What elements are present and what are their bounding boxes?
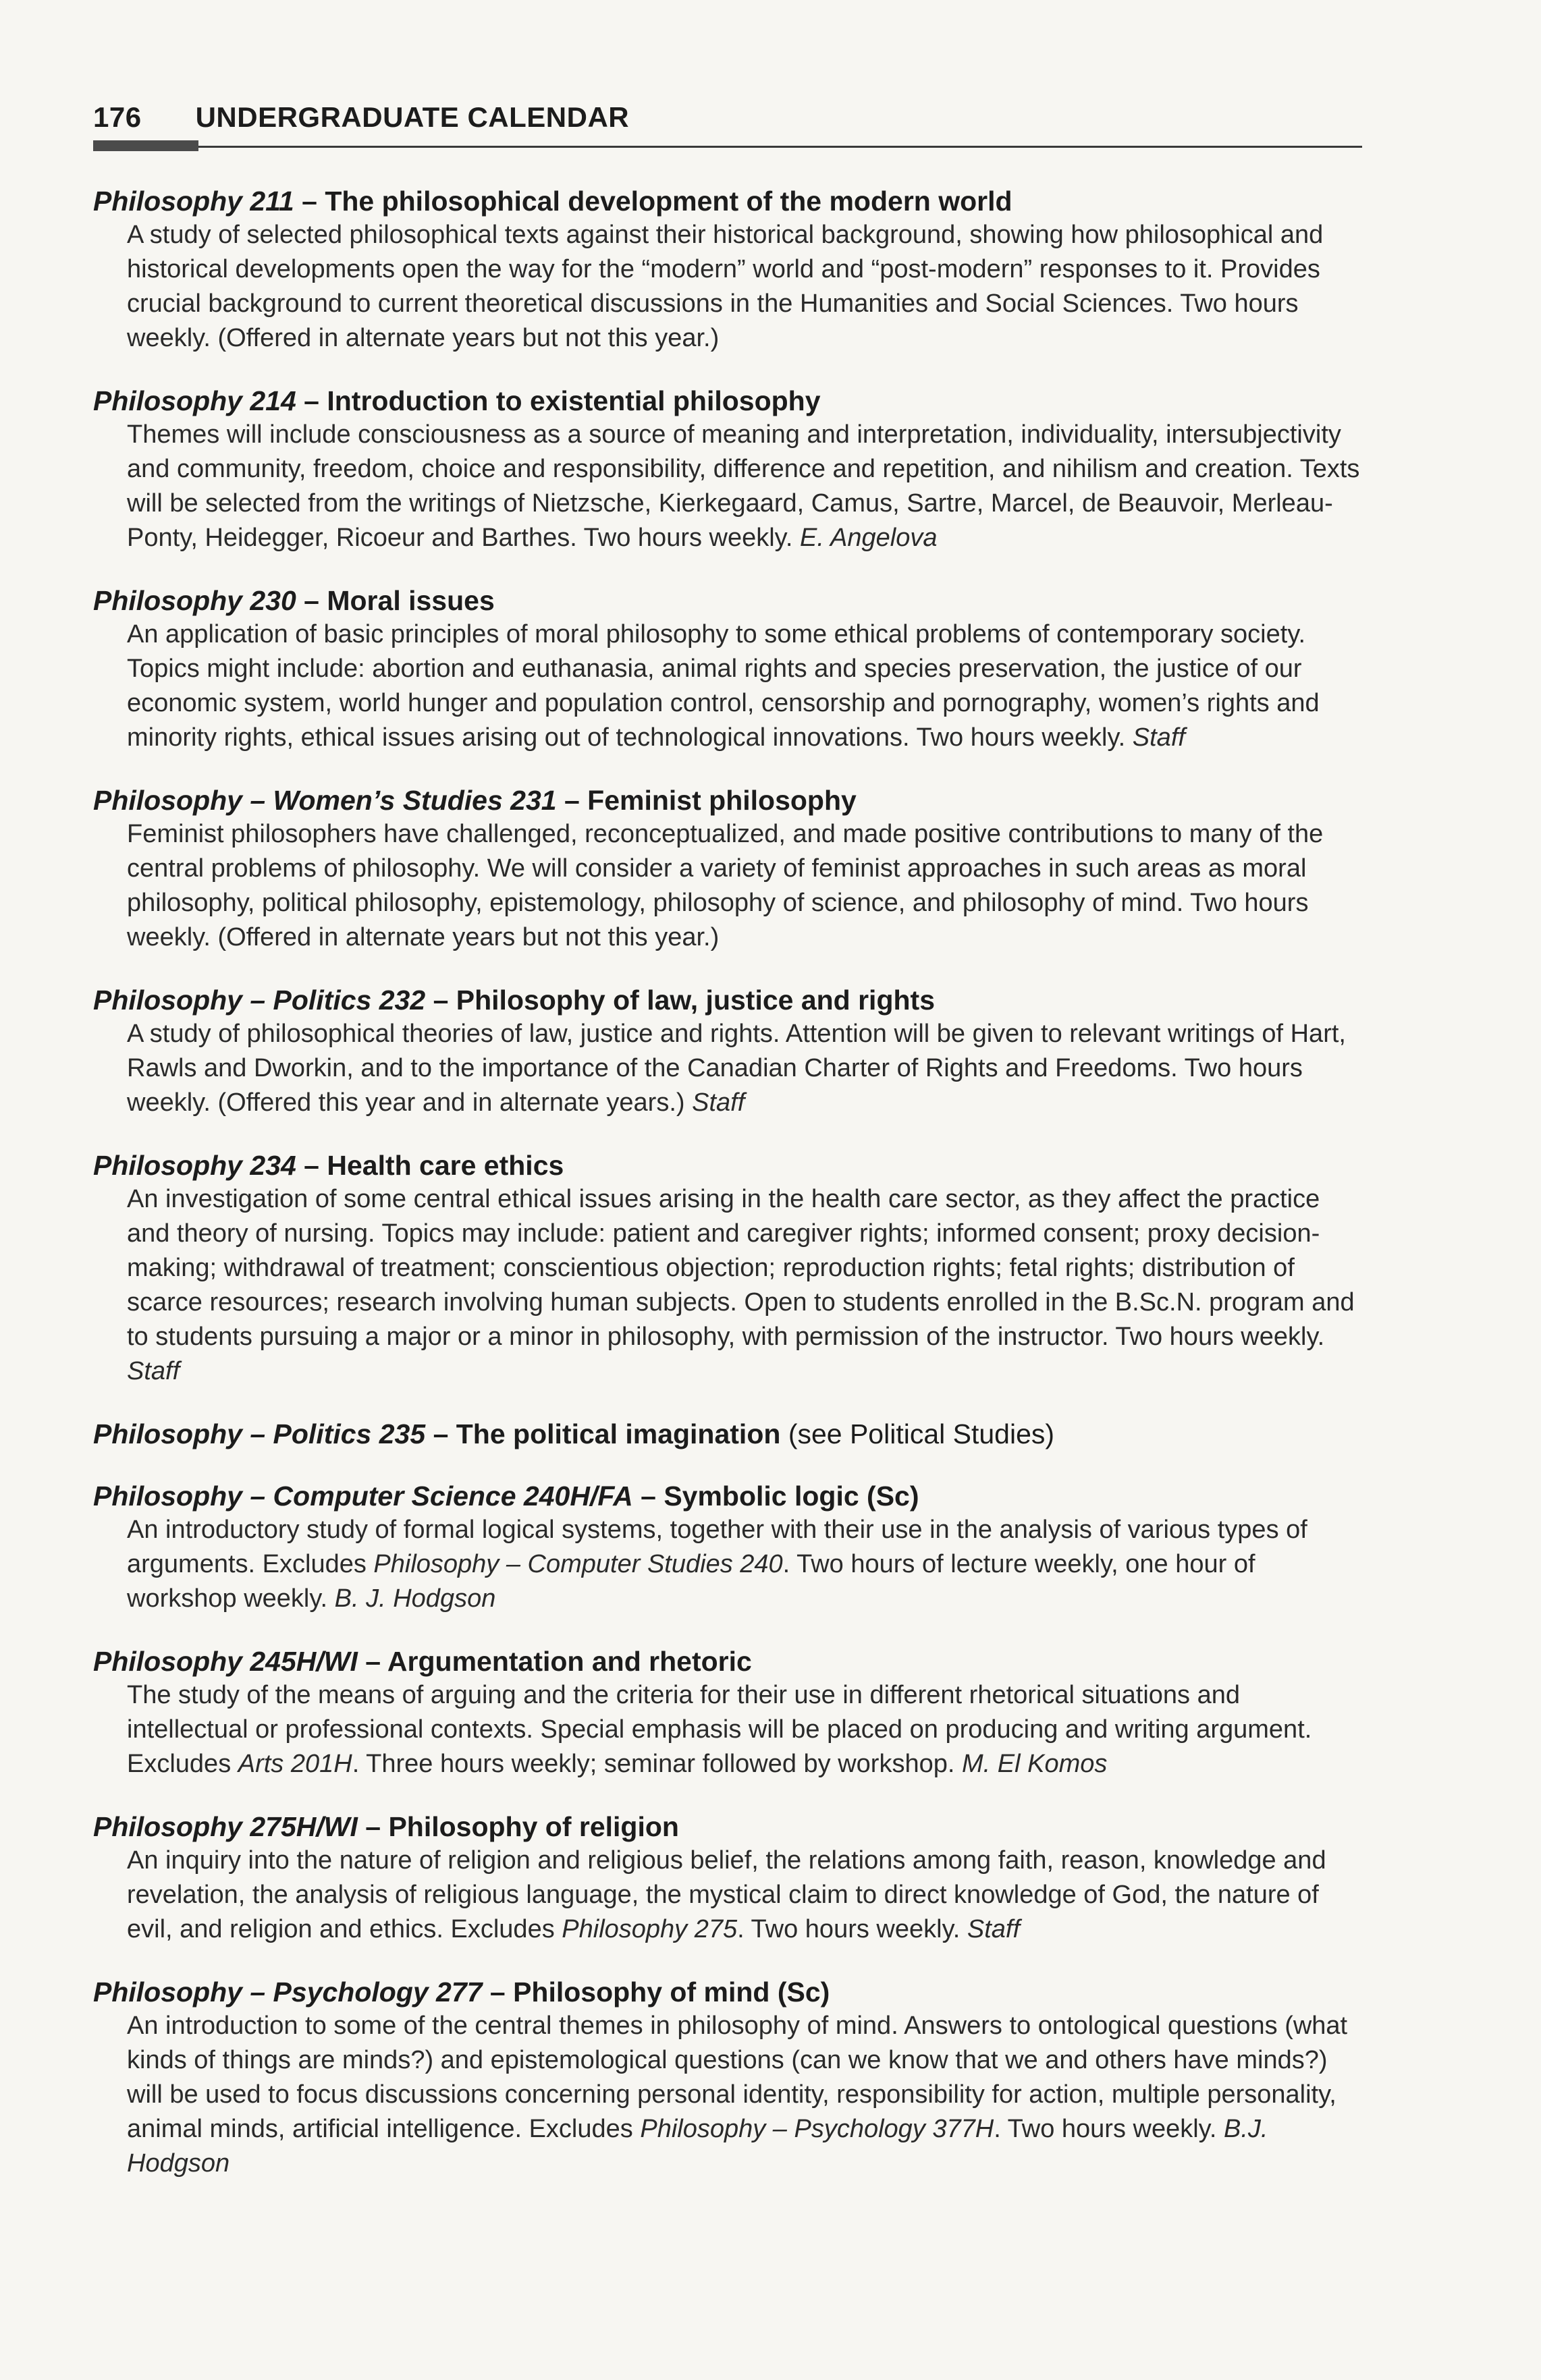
course-entry xyxy=(93,184,1362,356)
description-text: . Two hours weekly. xyxy=(994,2115,1217,2143)
description-text: An introductory study of formal logical systems, together with their use in the analysis of various types of arguments. Excludes xyxy=(127,1516,1307,1578)
course-title: Philosophy of mind (Sc) xyxy=(513,1976,830,2008)
course-title: Feminist philosophy xyxy=(587,785,857,816)
description-text: An introduction to some of the central themes in philosophy of mind. Answers to ontological questions (what kinds of things are minds?) and epistemological questions (can we know that we and others have minds?) will be used to focus discussions concerning personal identity, responsibility for action, multiple personality, animal minds, artificial intelligence. Excludes xyxy=(127,2012,1348,2143)
course-code: Philosophy 211 xyxy=(93,186,294,217)
course-entry xyxy=(93,384,1362,555)
course-title: The philosophical development of the modern world xyxy=(325,186,1012,217)
heading-separator: – xyxy=(357,1646,387,1677)
course-instructor: E. Angelova xyxy=(800,524,938,552)
course-entry xyxy=(93,1479,1362,1616)
course-code: Philosophy 230 xyxy=(93,585,296,616)
course-entry xyxy=(93,1417,1362,1451)
description-text: . Three hours weekly; seminar followed by workshop. xyxy=(352,1750,955,1778)
course-entry xyxy=(93,983,1362,1120)
course-description xyxy=(127,1678,1362,1781)
course-code: Philosophy 245H/WI xyxy=(93,1646,358,1677)
heading-separator: – xyxy=(296,585,327,616)
course-code: Philosophy 275H/WI xyxy=(93,1811,358,1842)
heading-separator: – xyxy=(425,985,456,1016)
heading-separator: – xyxy=(296,385,327,416)
course-entry xyxy=(93,1149,1362,1389)
course-entry xyxy=(93,1644,1362,1781)
description-text: A study of philosophical theories of law, justice and rights. Attention will be given to relevant writings of Hart, Rawls and Dworkin, and to the importance of the Canadian Charter of Rights and Freedoms. Two hours weekly. (Offered this year and in alternate years.) xyxy=(127,1020,1346,1117)
course-title: Philosophy of law, justice and rights xyxy=(456,985,935,1016)
course-heading xyxy=(93,1644,1362,1678)
description-text: The study of the means of arguing and the criteria for their use in different rhetorical situations and intellectual or professional contexts. Special emphasis will be placed on producing and writing argument. Excludes xyxy=(127,1681,1312,1778)
description-text: . Two hours of lecture weekly, one hour of workshop weekly. xyxy=(127,1550,1255,1613)
course-heading xyxy=(93,184,1362,218)
course-list xyxy=(93,184,1362,2181)
course-heading xyxy=(93,1417,1362,1451)
course-title: Symbolic logic (Sc) xyxy=(664,1480,919,1512)
header-rule xyxy=(93,146,1362,148)
heading-separator: – xyxy=(357,1811,389,1842)
course-title: Philosophy of religion xyxy=(388,1811,679,1842)
page-number: 176 xyxy=(93,101,142,133)
header-accent-bar xyxy=(93,140,198,151)
course-title: Health care ethics xyxy=(327,1150,564,1181)
course-description xyxy=(127,418,1362,555)
course-heading xyxy=(93,1810,1362,1844)
description-text: Themes will include consciousness as a source of meaning and interpretation, individuality, intersubjectivity and community, freedom, choice and responsibility, difference and repetition, and nihilism and creation. Texts will be selected from the writings of Nietzsche, Kierkegaard, Camus, Sartre, Marcel, de Beauvoir, Merleau-Ponty, Heidegger, Ricoeur and Barthes. Two hours weekly. xyxy=(127,420,1360,552)
course-code: Philosophy 214 xyxy=(93,385,296,416)
description-text: An application of basic principles of moral philosophy to some ethical problems of contemporary society. Topics might include: abortion and euthanasia, animal rights and species preservation, the justice of our economic system, world hunger and population control, censorship and pornography, women’s rights and minority rights, ethical issues arising out of technological innovations. Two hours weekly. xyxy=(127,620,1320,752)
description-text: . Two hours weekly. xyxy=(737,1915,961,1943)
course-instructor: Staff xyxy=(967,1915,1021,1943)
course-description xyxy=(127,2009,1362,2181)
course-instructor: M. El Komos xyxy=(961,1750,1108,1778)
page-header xyxy=(93,101,1362,134)
description-text: An inquiry into the nature of religion and religious belief, the relations among faith, reason, knowledge and revelation, the analysis of religious language, the mystical claim to direct knowledge of God, the nature of evil, and religion and ethics. Excludes xyxy=(127,1846,1326,1943)
course-description xyxy=(127,1182,1362,1389)
course-cross-reference: (see Political Studies) xyxy=(780,1418,1055,1449)
course-exclusion: Arts 201H xyxy=(238,1750,352,1778)
course-instructor: Staff xyxy=(692,1088,745,1117)
course-code: Philosophy – Women’s Studies 231 xyxy=(93,785,557,816)
course-heading xyxy=(93,983,1362,1017)
running-title: UNDERGRADUATE CALENDAR xyxy=(195,101,630,133)
course-description xyxy=(127,817,1362,955)
heading-separator: – xyxy=(556,785,588,816)
course-instructor: Staff xyxy=(1132,723,1185,752)
course-heading xyxy=(93,1975,1362,2009)
course-title: The political imagination xyxy=(456,1418,781,1449)
course-exclusion: Philosophy 275 xyxy=(562,1915,738,1943)
course-instructor: B. J. Hodgson xyxy=(334,1584,496,1613)
course-code: Philosophy 234 xyxy=(93,1150,296,1181)
course-entry xyxy=(93,783,1362,955)
course-code: Philosophy – Computer Science 240H/FA xyxy=(93,1480,633,1512)
heading-separator: – xyxy=(294,186,325,217)
course-heading xyxy=(93,1479,1362,1513)
course-heading xyxy=(93,584,1362,617)
course-code: Philosophy – Politics 235 xyxy=(93,1418,426,1449)
course-entry xyxy=(93,584,1362,755)
course-description xyxy=(127,1513,1362,1616)
course-description xyxy=(127,218,1362,356)
course-code: Philosophy – Politics 232 xyxy=(93,985,426,1016)
course-instructor: Staff xyxy=(127,1357,180,1385)
course-entry xyxy=(93,1810,1362,1947)
calendar-page xyxy=(93,101,1362,2209)
heading-separator: – xyxy=(296,1150,327,1181)
course-description xyxy=(127,1844,1362,1947)
course-entry xyxy=(93,1975,1362,2181)
course-title: Argumentation and rhetoric xyxy=(387,1646,752,1677)
course-title: Introduction to existential philosophy xyxy=(327,385,821,416)
course-instructor: B.J. Hodgson xyxy=(127,2115,1268,2178)
heading-separator: – xyxy=(482,1976,514,2008)
description-text: An investigation of some central ethical issues arising in the health care sector, as they affect the practice and theory of nursing. Topics may include: patient and caregiver rights; informed consent; proxy decision-making; withdrawal of treatment; conscientious objection; reproduction rights; fetal rights; distribution of scarce resources; research involving human subjects. Open to students enrolled in the B.Sc.N. program and to students pursuing a major or a minor in philosophy, with permission of the instructor. Two hours weekly. xyxy=(127,1185,1355,1351)
description-text: A study of selected philosophical texts against their historical background, showing how philosophical and historical developments open the way for the “modern” world and “post-modern” responses to it. Provides crucial background to current theoretical discussions in the Humanities and Social Sciences. Two hours weekly. (Offered in alternate years but not this year.) xyxy=(127,221,1324,352)
course-description xyxy=(127,617,1362,755)
course-description xyxy=(127,1017,1362,1120)
course-exclusion: Philosophy – Psychology 377H xyxy=(640,2115,994,2143)
course-title: Moral issues xyxy=(327,585,495,616)
course-exclusion: Philosophy – Computer Studies 240 xyxy=(373,1550,783,1578)
heading-separator: – xyxy=(632,1480,664,1512)
description-text: Feminist philosophers have challenged, reconceptualized, and made positive contributions to many of the central problems of philosophy. We will consider a variety of feminist approaches in such areas as moral philosophy, political philosophy, epistemology, philosophy of science, and philosophy of mind. Two hours weekly. (Offered in alternate years but not this year.) xyxy=(127,820,1324,951)
course-code: Philosophy – Psychology 277 xyxy=(93,1976,483,2008)
course-heading xyxy=(93,384,1362,418)
course-heading xyxy=(93,1149,1362,1182)
heading-separator: – xyxy=(425,1418,456,1449)
course-heading xyxy=(93,783,1362,817)
